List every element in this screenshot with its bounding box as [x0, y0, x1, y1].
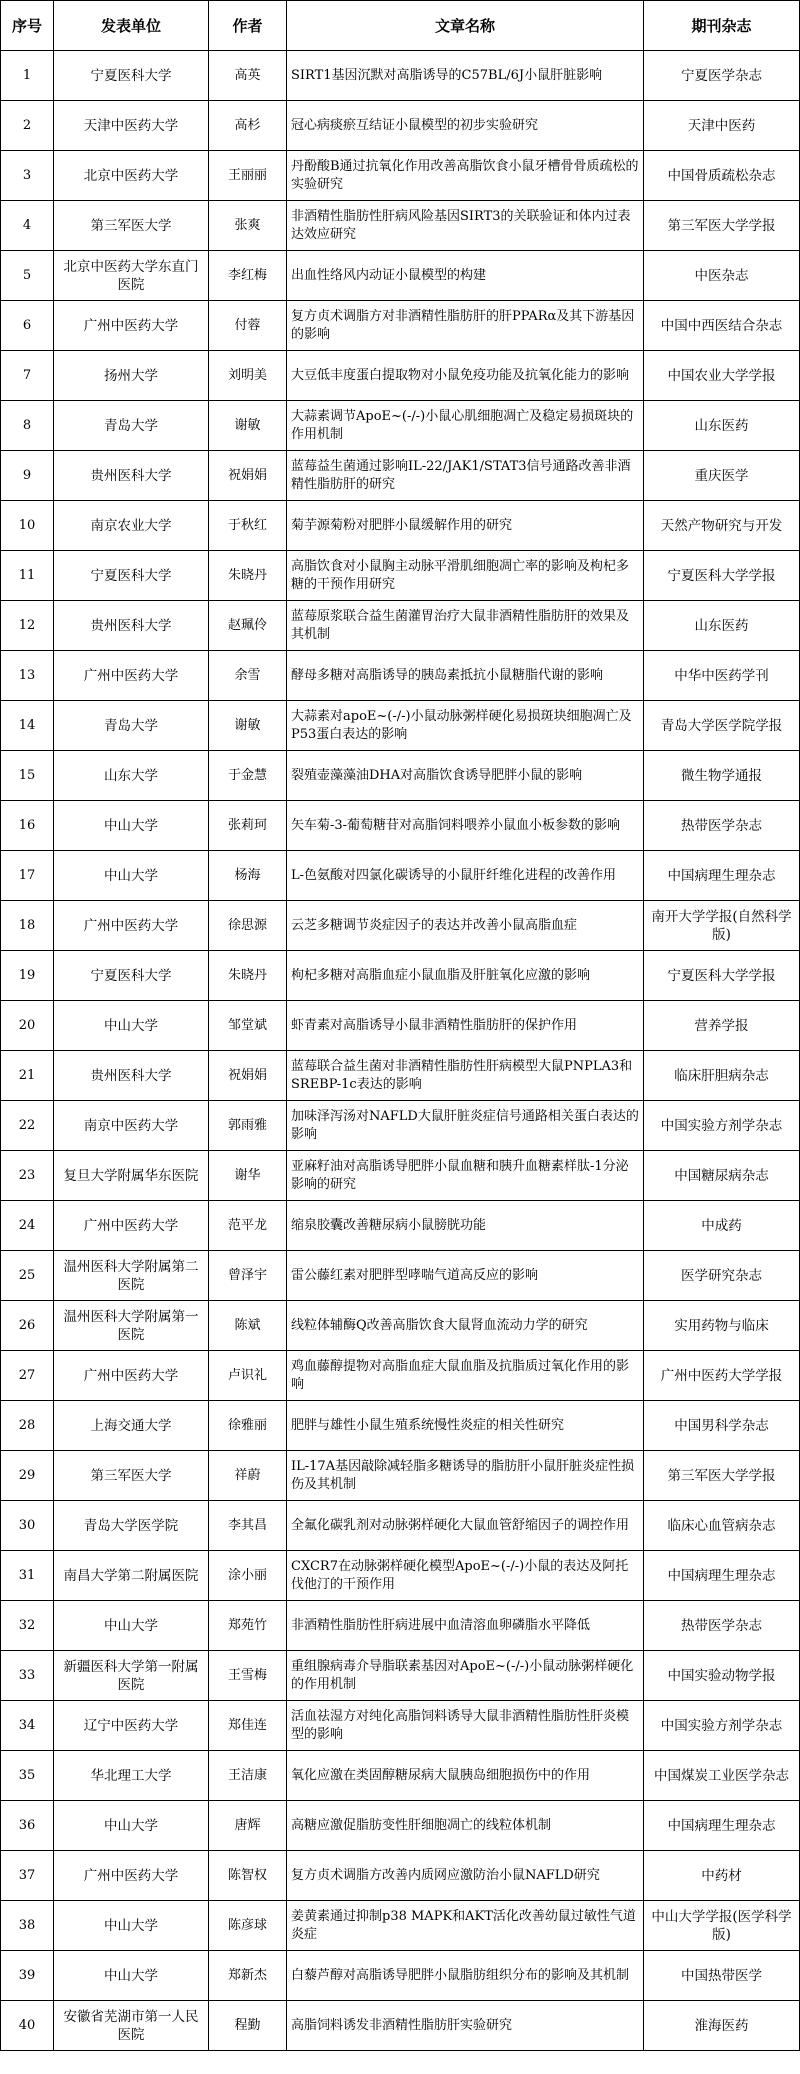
cell-unit: 青岛大学: [54, 401, 209, 451]
cell-unit: 贵州医科大学: [54, 1051, 209, 1101]
cell-author: 张莉珂: [209, 801, 287, 851]
cell-unit: 中山大学: [54, 1901, 209, 1951]
table-row: [1, 1951, 800, 2001]
cell-author: 于金慧: [209, 751, 287, 801]
cell-unit: 南京中医药大学: [54, 1101, 209, 1151]
table-row: [1, 901, 800, 951]
cell-author: 徐雅丽: [209, 1401, 287, 1451]
cell-journal: 临床肝胆病杂志: [644, 1051, 800, 1101]
cell-journal: 宁夏医科大学学报: [644, 951, 800, 1001]
cell-index: 27: [1, 1351, 54, 1401]
cell-title: 亚麻籽油对高脂诱导肥胖小鼠血糖和胰升血糖素样肽-1分泌影响的研究: [287, 1151, 644, 1201]
cell-author: 陈智权: [209, 1851, 287, 1901]
cell-title: 重组腺病毒介导脂联素基因对ApoE~(-/-)小鼠动脉粥样硬化的作用机制: [287, 1651, 644, 1701]
cell-title: 肥胖与雄性小鼠生殖系统慢性炎症的相关性研究: [287, 1401, 644, 1451]
cell-index: 10: [1, 501, 54, 551]
cell-author: 徐思源: [209, 901, 287, 951]
cell-unit: 北京中医药大学: [54, 151, 209, 201]
cell-title: 加味泽泻汤对NAFLD大鼠肝脏炎症信号通路相关蛋白表达的影响: [287, 1101, 644, 1151]
cell-journal: 中国糖尿病杂志: [644, 1151, 800, 1201]
cell-journal: 实用药物与临床: [644, 1301, 800, 1351]
cell-author: 郑新杰: [209, 1951, 287, 2001]
cell-title: 雷公藤红素对肥胖型哮喘气道高反应的影响: [287, 1251, 644, 1301]
cell-index: 23: [1, 1151, 54, 1201]
cell-author: 郭雨雅: [209, 1101, 287, 1151]
cell-index: 12: [1, 601, 54, 651]
cell-author: 朱晓丹: [209, 951, 287, 1001]
cell-journal: 中华中医药学刊: [644, 651, 800, 701]
cell-index: 26: [1, 1301, 54, 1351]
cell-author: 邹堂斌: [209, 1001, 287, 1051]
cell-title: 高脂饲料诱发非酒精性脂肪肝实验研究: [287, 2001, 644, 2051]
cell-journal: 中国实验方剂学杂志: [644, 1101, 800, 1151]
cell-unit: 南京农业大学: [54, 501, 209, 551]
cell-index: 14: [1, 701, 54, 751]
cell-title: 菊芋源菊粉对肥胖小鼠缓解作用的研究: [287, 501, 644, 551]
table-row: [1, 151, 800, 201]
cell-journal: 宁夏医学杂志: [644, 51, 800, 101]
cell-index: 35: [1, 1751, 54, 1801]
cell-unit: 青岛大学: [54, 701, 209, 751]
cell-journal: 天然产物研究与开发: [644, 501, 800, 551]
cell-title: 酵母多糖对高脂诱导的胰岛素抵抗小鼠糖脂代谢的影响: [287, 651, 644, 701]
cell-author: 程勤: [209, 2001, 287, 2051]
table-row: [1, 1601, 800, 1651]
cell-title: 云芝多糖调节炎症因子的表达并改善小鼠高脂血症: [287, 901, 644, 951]
cell-index: 18: [1, 901, 54, 951]
header-title: 文章名称: [287, 1, 644, 51]
cell-journal: 广州中医药大学学报: [644, 1351, 800, 1401]
cell-index: 3: [1, 151, 54, 201]
cell-unit: 青岛大学医学院: [54, 1501, 209, 1551]
cell-unit: 温州医科大学附属第二医院: [54, 1251, 209, 1301]
cell-journal: 热带医学杂志: [644, 1601, 800, 1651]
cell-title: 大蒜素对apoE~(-/-)小鼠动脉粥样硬化易损斑块细胞凋亡及P53蛋白表达的影响: [287, 701, 644, 751]
table-row: [1, 651, 800, 701]
table-row: [1, 1301, 800, 1351]
cell-unit: 广州中医药大学: [54, 1351, 209, 1401]
cell-author: 余雪: [209, 651, 287, 701]
table-row: [1, 1101, 800, 1151]
table-row: [1, 1251, 800, 1301]
table-row: [1, 701, 800, 751]
cell-journal: 重庆医学: [644, 451, 800, 501]
cell-author: 李其昌: [209, 1501, 287, 1551]
cell-journal: 中成药: [644, 1201, 800, 1251]
cell-title: 非酒精性脂肪性肝病进展中血清溶血卵磷脂水平降低: [287, 1601, 644, 1651]
cell-index: 40: [1, 2001, 54, 2051]
cell-journal: 营养学报: [644, 1001, 800, 1051]
cell-unit: 贵州医科大学: [54, 451, 209, 501]
cell-journal: 南开大学学报(自然科学版): [644, 901, 800, 951]
cell-title: 鸡血藤醇提物对高脂血症大鼠血脂及抗脂质过氧化作用的影响: [287, 1351, 644, 1401]
table-row: [1, 1801, 800, 1851]
cell-author: 卢识礼: [209, 1351, 287, 1401]
table-row: [1, 1751, 800, 1801]
cell-author: 王丽丽: [209, 151, 287, 201]
cell-author: 张爽: [209, 201, 287, 251]
cell-title: 高脂饮食对小鼠胸主动脉平滑肌细胞凋亡率的影响及枸杞多糖的干预作用研究: [287, 551, 644, 601]
table-row: [1, 401, 800, 451]
cell-unit: 宁夏医科大学: [54, 51, 209, 101]
cell-author: 郑苑竹: [209, 1601, 287, 1651]
cell-unit: 广州中医药大学: [54, 1851, 209, 1901]
table-row: [1, 201, 800, 251]
cell-unit: 宁夏医科大学: [54, 951, 209, 1001]
table-row: [1, 951, 800, 1001]
table-row: [1, 1501, 800, 1551]
cell-author: 祥蔚: [209, 1451, 287, 1501]
cell-author: 曾泽宇: [209, 1251, 287, 1301]
cell-journal: 中国中西医结合杂志: [644, 301, 800, 351]
table-row: [1, 1051, 800, 1101]
cell-unit: 中山大学: [54, 1801, 209, 1851]
cell-title: 缩泉胶囊改善糖尿病小鼠膀胱功能: [287, 1201, 644, 1251]
cell-index: 15: [1, 751, 54, 801]
cell-title: 大蒜素调节ApoE~(-/-)小鼠心肌细胞凋亡及稳定易损斑块的作用机制: [287, 401, 644, 451]
cell-author: 王雪梅: [209, 1651, 287, 1701]
cell-unit: 广州中医药大学: [54, 651, 209, 701]
table-row: [1, 851, 800, 901]
cell-title: 活血祛湿方对纯化高脂饲料诱导大鼠非酒精性脂肪性肝炎模型的影响: [287, 1701, 644, 1751]
cell-index: 38: [1, 1901, 54, 1951]
cell-author: 李红梅: [209, 251, 287, 301]
cell-index: 29: [1, 1451, 54, 1501]
table-row: [1, 451, 800, 501]
table-row: [1, 1001, 800, 1051]
cell-journal: 中国病理生理杂志: [644, 1551, 800, 1601]
cell-index: 25: [1, 1251, 54, 1301]
cell-index: 7: [1, 351, 54, 401]
cell-index: 20: [1, 1001, 54, 1051]
cell-index: 4: [1, 201, 54, 251]
table-row: [1, 251, 800, 301]
cell-journal: 临床心血管病杂志: [644, 1501, 800, 1551]
cell-unit: 山东大学: [54, 751, 209, 801]
cell-author: 高英: [209, 51, 287, 101]
table-row: [1, 751, 800, 801]
cell-index: 28: [1, 1401, 54, 1451]
cell-title: 大豆低丰度蛋白提取物对小鼠免疫功能及抗氧化能力的影响: [287, 351, 644, 401]
cell-title: SIRT1基因沉默对高脂诱导的C57BL/6J小鼠肝脏影响: [287, 51, 644, 101]
cell-journal: 中国病理生理杂志: [644, 851, 800, 901]
cell-author: 高杉: [209, 101, 287, 151]
cell-unit: 广州中医药大学: [54, 301, 209, 351]
table-row: [1, 51, 800, 101]
cell-index: 5: [1, 251, 54, 301]
cell-journal: 山东医药: [644, 401, 800, 451]
table-row: [1, 1551, 800, 1601]
cell-author: 祝娟娟: [209, 1051, 287, 1101]
cell-unit: 天津中医药大学: [54, 101, 209, 151]
table-row: [1, 101, 800, 151]
table-row: [1, 1401, 800, 1451]
cell-author: 付蓉: [209, 301, 287, 351]
cell-unit: 复旦大学附属华东医院: [54, 1151, 209, 1201]
cell-author: 唐辉: [209, 1801, 287, 1851]
cell-journal: 中国病理生理杂志: [644, 1801, 800, 1851]
cell-title: 高糖应激促脂肪变性肝细胞凋亡的线粒体机制: [287, 1801, 644, 1851]
cell-unit: 中山大学: [54, 1951, 209, 2001]
cell-title: 蓝莓益生菌通过影响IL-22/JAK1/STAT3信号通路改善非酒精性脂肪肝的研究: [287, 451, 644, 501]
cell-title: 复方贞术调脂方改善内质网应激防治小鼠NAFLD研究: [287, 1851, 644, 1901]
cell-unit: 北京中医药大学东直门医院: [54, 251, 209, 301]
cell-author: 杨海: [209, 851, 287, 901]
table-row: [1, 601, 800, 651]
cell-unit: 中山大学: [54, 1601, 209, 1651]
table-row: [1, 2001, 800, 2051]
cell-author: 范平龙: [209, 1201, 287, 1251]
cell-author: 谢敏: [209, 701, 287, 751]
cell-journal: 淮海医药: [644, 2001, 800, 2051]
header-unit: 发表单位: [54, 1, 209, 51]
cell-unit: 广州中医药大学: [54, 901, 209, 951]
table-row: [1, 351, 800, 401]
header-index: 序号: [1, 1, 54, 51]
cell-author: 刘明美: [209, 351, 287, 401]
cell-journal: 中国实验动物学报: [644, 1651, 800, 1701]
cell-title: 枸杞多糖对高脂血症小鼠血脂及肝脏氧化应激的影响: [287, 951, 644, 1001]
cell-title: 丹酚酸B通过抗氧化作用改善高脂饮食小鼠牙槽骨骨质疏松的实验研究: [287, 151, 644, 201]
header-author: 作者: [209, 1, 287, 51]
table-row: [1, 551, 800, 601]
cell-title: 冠心病痰瘀互结证小鼠模型的初步实验研究: [287, 101, 644, 151]
cell-title: 非酒精性脂肪性肝病风险基因SIRT3的关联验证和体内过表达效应研究: [287, 201, 644, 251]
cell-title: IL-17A基因敲除减轻脂多糖诱导的脂肪肝小鼠肝脏炎症性损伤及其机制: [287, 1451, 644, 1501]
cell-index: 2: [1, 101, 54, 151]
cell-title: 姜黄素通过抑制p38 MAPK和AKT活化改善幼鼠过敏性气道炎症: [287, 1901, 644, 1951]
table-row: [1, 1451, 800, 1501]
cell-title: 线粒体辅酶Q改善高脂饮食大鼠肾血流动力学的研究: [287, 1301, 644, 1351]
cell-index: 22: [1, 1101, 54, 1151]
cell-journal: 中国热带医学: [644, 1951, 800, 2001]
cell-author: 祝娟娟: [209, 451, 287, 501]
cell-index: 39: [1, 1951, 54, 2001]
cell-author: 郑佳连: [209, 1701, 287, 1751]
cell-title: L-色氨酸对四氯化碳诱导的小鼠肝纤维化进程的改善作用: [287, 851, 644, 901]
cell-journal: 第三军医大学学报: [644, 201, 800, 251]
cell-unit: 辽宁中医药大学: [54, 1701, 209, 1751]
cell-title: CXCR7在动脉粥样硬化模型ApoE~(-/-)小鼠的表达及阿托伐他汀的干预作用: [287, 1551, 644, 1601]
cell-author: 陈斌: [209, 1301, 287, 1351]
cell-unit: 南昌大学第二附属医院: [54, 1551, 209, 1601]
cell-title: 蓝莓原浆联合益生菌灌胃治疗大鼠非酒精性脂肪肝的效果及其机制: [287, 601, 644, 651]
cell-journal: 中国男科学杂志: [644, 1401, 800, 1451]
table-header-row: [1, 1, 800, 51]
table-row: [1, 1901, 800, 1951]
cell-index: 31: [1, 1551, 54, 1601]
cell-index: 13: [1, 651, 54, 701]
table-row: [1, 1851, 800, 1901]
cell-journal: 微生物学通报: [644, 751, 800, 801]
cell-index: 30: [1, 1501, 54, 1551]
cell-unit: 中山大学: [54, 801, 209, 851]
cell-title: 矢车菊-3-葡萄糖苷对高脂饲料喂养小鼠血小板参数的影响: [287, 801, 644, 851]
cell-journal: 中国农业大学学报: [644, 351, 800, 401]
cell-unit: 扬州大学: [54, 351, 209, 401]
cell-unit: 宁夏医科大学: [54, 551, 209, 601]
cell-unit: 中山大学: [54, 851, 209, 901]
cell-author: 谢敏: [209, 401, 287, 451]
cell-unit: 华北理工大学: [54, 1751, 209, 1801]
cell-title: 裂殖壶藻藻油DHA对高脂饮食诱导肥胖小鼠的影响: [287, 751, 644, 801]
cell-journal: 热带医学杂志: [644, 801, 800, 851]
cell-title: 全氟化碳乳剂对动脉粥样硬化大鼠血管舒缩因子的调控作用: [287, 1501, 644, 1551]
cell-title: 白藜芦醇对高脂诱导肥胖小鼠脂肪组织分布的影响及其机制: [287, 1951, 644, 2001]
cell-journal: 中山大学学报(医学科学版): [644, 1901, 800, 1951]
cell-journal: 中药材: [644, 1851, 800, 1901]
cell-journal: 医学研究杂志: [644, 1251, 800, 1301]
table-row: [1, 1201, 800, 1251]
cell-index: 17: [1, 851, 54, 901]
table-row: [1, 1651, 800, 1701]
cell-unit: 新疆医科大学第一附属医院: [54, 1651, 209, 1701]
cell-title: 氧化应激在类固醇糖尿病大鼠胰岛细胞损伤中的作用: [287, 1751, 644, 1801]
cell-unit: 安徽省芜湖市第一人民医院: [54, 2001, 209, 2051]
table-row: [1, 301, 800, 351]
cell-index: 36: [1, 1801, 54, 1851]
cell-journal: 第三军医大学学报: [644, 1451, 800, 1501]
cell-unit: 上海交通大学: [54, 1401, 209, 1451]
cell-journal: 中国煤炭工业医学杂志: [644, 1751, 800, 1801]
cell-author: 王洁康: [209, 1751, 287, 1801]
cell-author: 陈彦球: [209, 1901, 287, 1951]
cell-author: 谢华: [209, 1151, 287, 1201]
cell-index: 9: [1, 451, 54, 501]
cell-author: 朱晓丹: [209, 551, 287, 601]
cell-title: 出血性络风内动证小鼠模型的构建: [287, 251, 644, 301]
cell-index: 11: [1, 551, 54, 601]
table-row: [1, 1151, 800, 1201]
table-row: [1, 1351, 800, 1401]
cell-index: 19: [1, 951, 54, 1001]
cell-journal: 青岛大学医学院学报: [644, 701, 800, 751]
cell-unit: 第三军医大学: [54, 201, 209, 251]
cell-journal: 中医杂志: [644, 251, 800, 301]
cell-author: 涂小丽: [209, 1551, 287, 1601]
cell-title: 复方贞术调脂方对非酒精性脂肪肝的肝PPARα及其下游基因的影响: [287, 301, 644, 351]
cell-index: 32: [1, 1601, 54, 1651]
cell-unit: 贵州医科大学: [54, 601, 209, 651]
table-row: [1, 501, 800, 551]
cell-journal: 中国实验方剂学杂志: [644, 1701, 800, 1751]
cell-index: 34: [1, 1701, 54, 1751]
cell-index: 21: [1, 1051, 54, 1101]
header-journal: 期刊杂志: [644, 1, 800, 51]
table-row: [1, 801, 800, 851]
cell-journal: 宁夏医科大学学报: [644, 551, 800, 601]
cell-title: 蓝莓联合益生菌对非酒精性脂肪性肝病模型大鼠PNPLA3和SREBP-1c表达的影响: [287, 1051, 644, 1101]
cell-unit: 中山大学: [54, 1001, 209, 1051]
cell-unit: 温州医科大学附属第一医院: [54, 1301, 209, 1351]
cell-index: 8: [1, 401, 54, 451]
cell-journal: 山东医药: [644, 601, 800, 651]
cell-index: 37: [1, 1851, 54, 1901]
cell-index: 6: [1, 301, 54, 351]
table-row: [1, 1701, 800, 1751]
cell-author: 于秋红: [209, 501, 287, 551]
cell-unit: 第三军医大学: [54, 1451, 209, 1501]
cell-unit: 广州中医药大学: [54, 1201, 209, 1251]
cell-index: 24: [1, 1201, 54, 1251]
cell-index: 1: [1, 51, 54, 101]
cell-author: 赵珮伶: [209, 601, 287, 651]
cell-index: 33: [1, 1651, 54, 1701]
table-body: [1, 51, 800, 2051]
cell-journal: 天津中医药: [644, 101, 800, 151]
cell-index: 16: [1, 801, 54, 851]
cell-title: 虾青素对高脂诱导小鼠非酒精性脂肪肝的保护作用: [287, 1001, 644, 1051]
cell-journal: 中国骨质疏松杂志: [644, 151, 800, 201]
